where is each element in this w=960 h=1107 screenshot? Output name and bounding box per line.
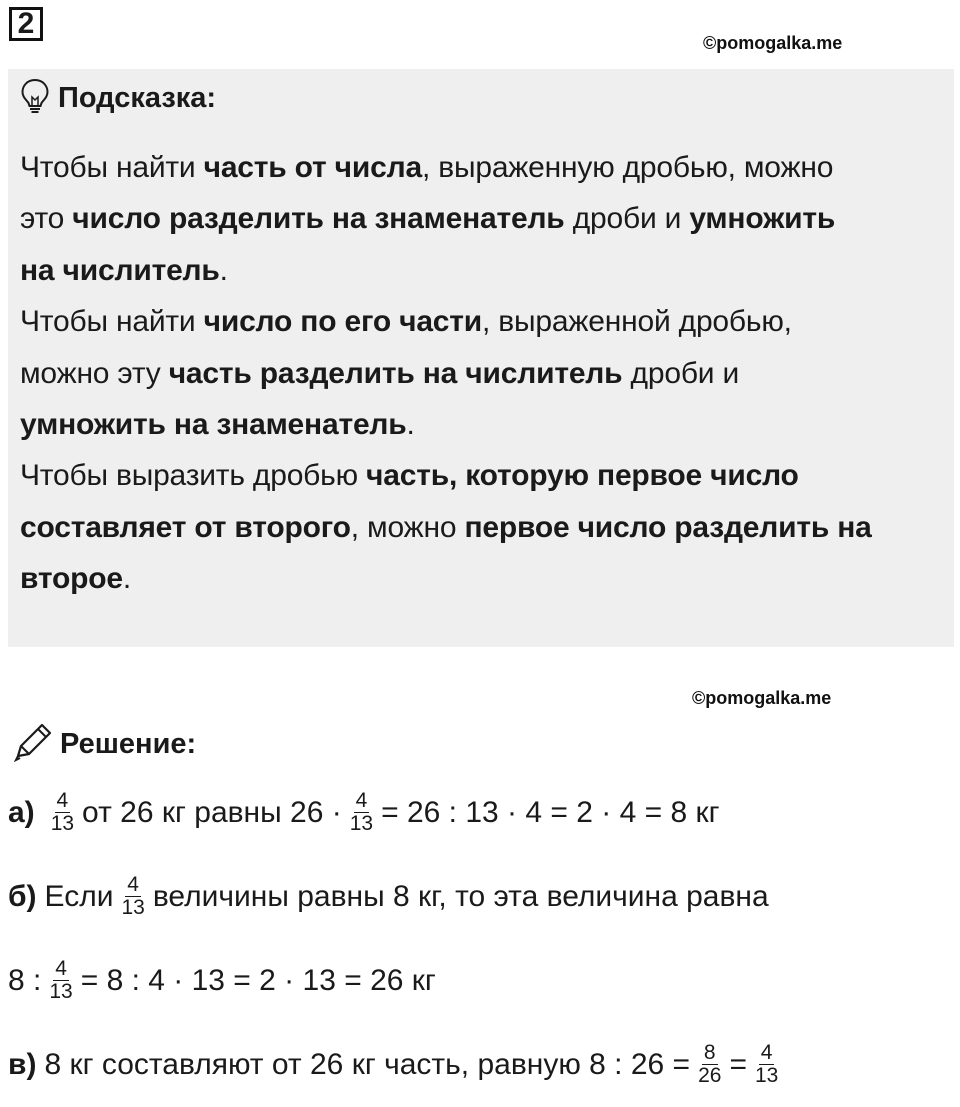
solution-text: = 26 : 13 · 4 = 2 · 4 = 8 кг [381, 795, 720, 829]
watermark-middle: ©pomogalka.me [692, 688, 832, 708]
hint-text: Чтобы найти [20, 305, 204, 339]
fraction-denominator: 13 [121, 896, 145, 919]
fraction-numerator: 4 [55, 957, 67, 980]
fraction [49, 790, 76, 835]
hint-text: можно эту [20, 356, 169, 390]
fraction-denominator: 13 [754, 1064, 779, 1087]
fraction-numerator: 8 [703, 1041, 716, 1064]
solution-line [8, 874, 769, 919]
hint-text: это [20, 202, 73, 236]
lightbulb-icon [20, 78, 50, 119]
solution-text: от 26 кг равны 26 · [82, 795, 342, 829]
hint-bold-text: умножить на знаменатель [20, 408, 407, 442]
hint-line [20, 142, 940, 193]
hint-text: . [122, 562, 131, 596]
solution-line [8, 958, 436, 1003]
hint-line [20, 245, 940, 296]
hint-text: . [219, 253, 228, 287]
item-label: в) [8, 1047, 37, 1081]
solution-text: 8 кг составляют от 26 кг часть, равную 8 : 26 = [44, 1047, 691, 1081]
fraction [119, 874, 146, 919]
hint-bold-text: число по его части [203, 305, 483, 339]
fraction-numerator: 4 [56, 789, 69, 812]
fraction-denominator: 26 [698, 1064, 722, 1087]
hint-bold-text: составляет от второго [20, 510, 351, 544]
hint-text: , можно [350, 510, 465, 544]
hint-text: Чтобы выразить дробью [20, 459, 367, 493]
hint-bold-text: часть, которую первое число [366, 459, 799, 493]
fraction-numerator: 4 [355, 789, 368, 812]
hint-bold-text: число разделить на знаменатель [72, 202, 565, 236]
hint-bold-text: часть разделить на числитель [168, 356, 623, 390]
solution-text: = 8 : 4 · 13 = 2 · 13 = 26 кг [80, 963, 436, 997]
hint-bold-text: второе [20, 562, 123, 596]
hint-text: , выраженной дробью, [482, 305, 792, 339]
hint-line [20, 193, 940, 244]
hint-line [20, 553, 940, 604]
solution-line [8, 790, 720, 835]
hint-title: Подсказка: [58, 82, 217, 114]
hint-bold-text: умножить [689, 202, 836, 236]
hint-body [20, 142, 940, 605]
item-label: б) [8, 879, 37, 913]
fraction-denominator: 13 [50, 812, 75, 835]
hint-text: дроби и [564, 202, 690, 236]
fraction-denominator: 13 [49, 980, 73, 1003]
solution-title: Решение: [60, 728, 197, 760]
fraction [753, 1042, 780, 1087]
solution-text: величины равны 8 кг, то эта величина равна [152, 879, 769, 913]
solution-header [12, 722, 196, 767]
hint-text: . [406, 408, 415, 442]
hint-text: дроби и [622, 356, 740, 390]
hint-text: , выраженную дробью, можно [421, 151, 834, 184]
hint-line [20, 450, 940, 501]
hint-bold-text: первое число разделить на [464, 510, 872, 544]
hint-line [20, 348, 940, 399]
hint-text: Чтобы найти [20, 151, 204, 184]
fraction-numerator: 4 [127, 873, 139, 896]
item-label: а) [8, 795, 35, 829]
fraction-numerator: 4 [760, 1041, 773, 1064]
pencil-icon [12, 722, 54, 767]
fraction [348, 790, 375, 835]
hint-header [20, 78, 216, 119]
solution-line [8, 1042, 786, 1087]
watermark-top: ©pomogalka.me [703, 33, 843, 53]
hint-bold-text: на числитель [20, 253, 220, 287]
solution-text: = [729, 1047, 747, 1081]
hint-bold-text: часть от числа [203, 151, 422, 184]
hint-line [20, 502, 940, 553]
hint-line [20, 296, 940, 347]
fraction [47, 958, 74, 1003]
fraction [696, 1042, 723, 1087]
solution-text: 8 : [8, 963, 42, 997]
solution-text: Если [44, 879, 114, 913]
hint-line [20, 399, 940, 450]
task-number-box: 2 [9, 7, 43, 41]
fraction-denominator: 13 [349, 812, 374, 835]
